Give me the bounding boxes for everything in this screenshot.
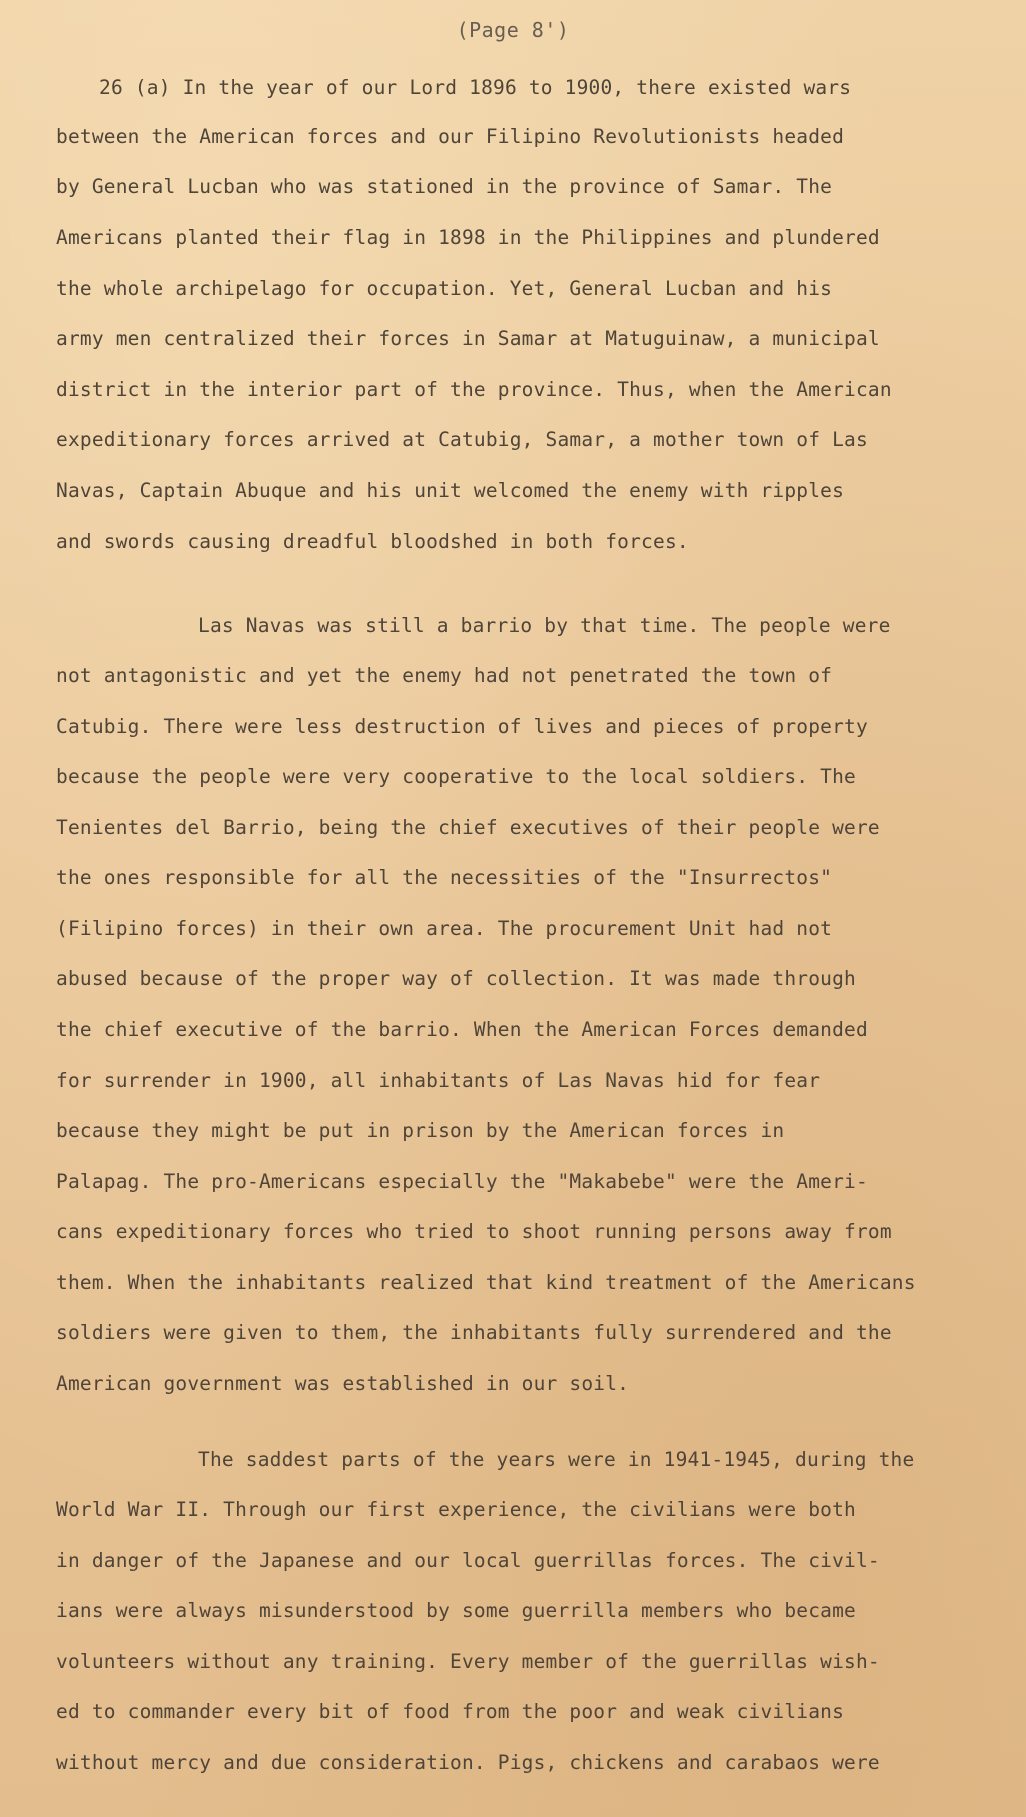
page-number-label: (Page 8') [456, 18, 570, 42]
text-line: the whole archipelago for occupation. Yet, General Lucban and his [56, 277, 833, 300]
text-line: ians were always misunderstood by some guerrilla members who became [56, 1599, 856, 1622]
text-line: American government was established in our soil. [56, 1372, 630, 1395]
text-line: Navas, Captain Abuque and his unit welcomed the enemy with ripples [56, 479, 845, 502]
text-line: ed to commander every bit of food from the poor and weak civilians [56, 1700, 845, 1723]
text-line: cans expeditionary forces who tried to shoot running persons away from [56, 1220, 892, 1243]
text-line: in danger of the Japanese and our local guerrillas forces. The civil- [56, 1549, 880, 1572]
text-line: volunteers without any training. Every member of the guerrillas wish- [56, 1650, 880, 1673]
text-line: without mercy and due consideration. Pigs, chickens and carabaos were [56, 1751, 880, 1774]
text-line: 26 (a) In the year of our Lord 1896 to 1900, there existed wars [99, 76, 852, 99]
text-line: expeditionary forces arrived at Catubig, Samar, a mother town of Las [56, 428, 868, 451]
text-line: by General Lucban who was stationed in the province of Samar. The [56, 175, 833, 198]
text-line: not antagonistic and yet the enemy had not penetrated the town of [56, 664, 833, 687]
text-line: between the American forces and our Filipino Revolutionists headed [56, 125, 845, 148]
text-line: (Filipino forces) in their own area. The procurement Unit had not [56, 917, 833, 940]
text-line: army men centralized their forces in Samar at Matuguinaw, a municipal [56, 327, 880, 350]
text-line: for surrender in 1900, all inhabitants of Las Navas hid for fear [56, 1069, 821, 1092]
text-line: Palapag. The pro-Americans especially the "Makabebe" were the Ameri- [56, 1170, 868, 1193]
text-line: because they might be put in prison by the American forces in [56, 1119, 785, 1142]
text-line: Americans planted their flag in 1898 in the Philippines and plundered [56, 226, 880, 249]
text-line: Las Navas was still a barrio by that time. The people were [198, 614, 891, 637]
text-line: them. When the inhabitants realized that kind treatment of the Americans [56, 1271, 916, 1294]
text-line: The saddest parts of the years were in 1941-1945, during the [198, 1448, 915, 1471]
text-line: the chief executive of the barrio. When the American Forces demanded [56, 1018, 868, 1041]
text-line: district in the interior part of the province. Thus, when the American [56, 378, 892, 401]
text-line: because the people were very cooperative to the local soldiers. The [56, 765, 856, 788]
text-line: soldiers were given to them, the inhabitants fully surrendered and the [56, 1321, 892, 1344]
text-line: Catubig. There were less destruction of lives and pieces of property [56, 715, 868, 738]
text-line: and swords causing dreadful bloodshed in both forces. [56, 530, 689, 553]
text-line: Tenientes del Barrio, being the chief executives of their people were [56, 816, 880, 839]
text-line: abused because of the proper way of collection. It was made through [56, 967, 856, 990]
text-line: the ones responsible for all the necessities of the "Insurrectos" [56, 866, 833, 889]
text-line: World War II. Through our first experience, the civilians were both [56, 1498, 856, 1521]
